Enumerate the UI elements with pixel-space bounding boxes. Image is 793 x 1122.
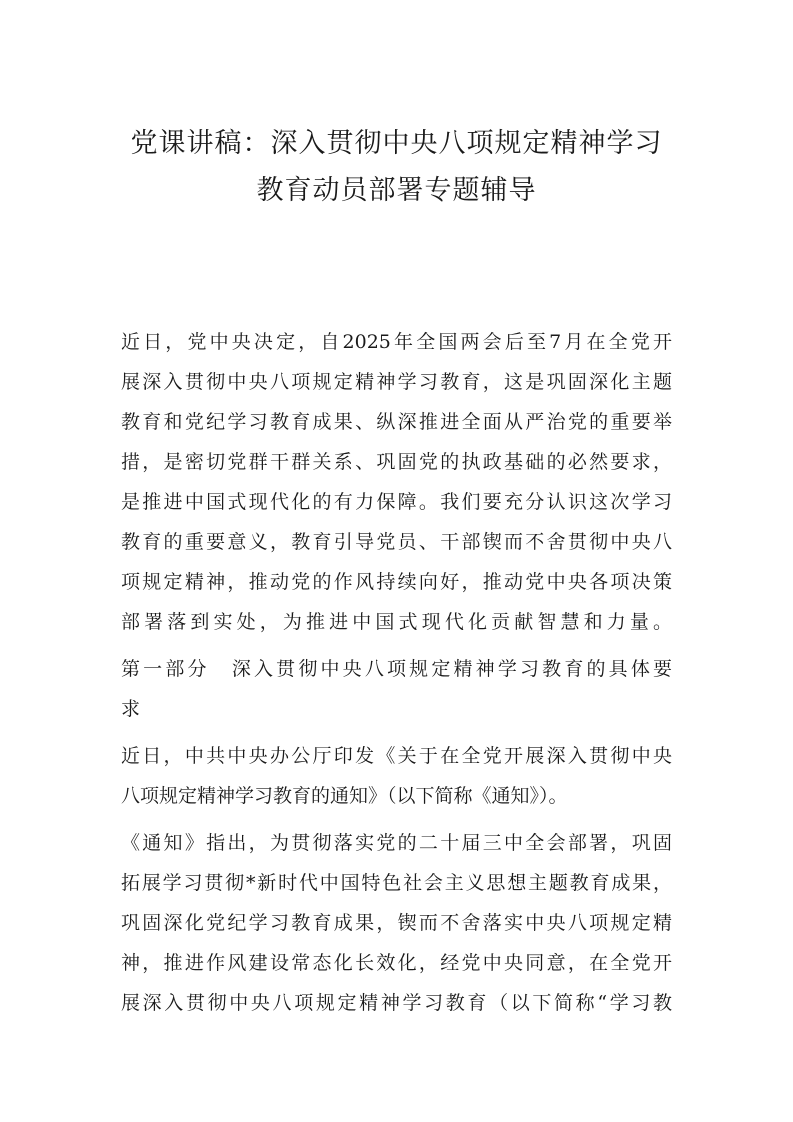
body-line: 部署落到实处，为推进中国式现代化贡献智慧和力量。 (121, 611, 672, 633)
document-title-line-1: 党课讲稿：深入贯彻中央八项规定精神学习 (130, 128, 663, 159)
body-line: 措，是密切党群干群关系、巩固党的执政基础的必然要求， (121, 451, 672, 473)
body-line: 展深入贯彻中央八项规定精神学习教育，这是巩固深化主题 (121, 371, 672, 393)
body-line: 《通知》指出，为贯彻落实党的二十届三中全会部署，巩固 (121, 832, 672, 854)
body-line: 近日，党中央决定，自2025年全国两会后至7月在全党开 (121, 331, 672, 353)
section-heading-line: 第一部分 深入贯彻中央八项规定精神学习教育的具体要 (121, 658, 672, 680)
body-line: 教育和党纪学习教育成果、纵深推进全面从严治党的重要举 (121, 411, 672, 433)
body-line: 教育的重要意义，教育引导党员、干部锲而不舍贯彻中央八 (121, 531, 672, 553)
body-line: 八项规定精神学习教育的通知》（以下简称《通知》）。 (121, 785, 568, 807)
section-heading-line: 求 (121, 698, 141, 720)
body-line: 展深入贯彻中央八项规定精神学习教育（以下简称“学习教 (121, 992, 672, 1014)
body-line: 是推进中国式现代化的有力保障。我们要充分认识这次学习 (121, 491, 672, 513)
body-line: 神，推进作风建设常态化长效化，经党中央同意，在全党开 (121, 952, 672, 974)
body-line: 近日，中共中央办公厅印发《关于在全党开展深入贯彻中央 (121, 745, 672, 767)
body-line: 项规定精神，推动党的作风持续向好，推动党中央各项决策 (121, 571, 672, 593)
body-line: 拓展学习贯彻*新时代中国特色社会主义思想主题教育成果， (121, 872, 672, 894)
document-title-line-2: 教育动员部署专题辅导 (256, 175, 537, 206)
body-line: 巩固深化党纪学习教育成果，锲而不舍落实中央八项规定精 (121, 912, 672, 934)
